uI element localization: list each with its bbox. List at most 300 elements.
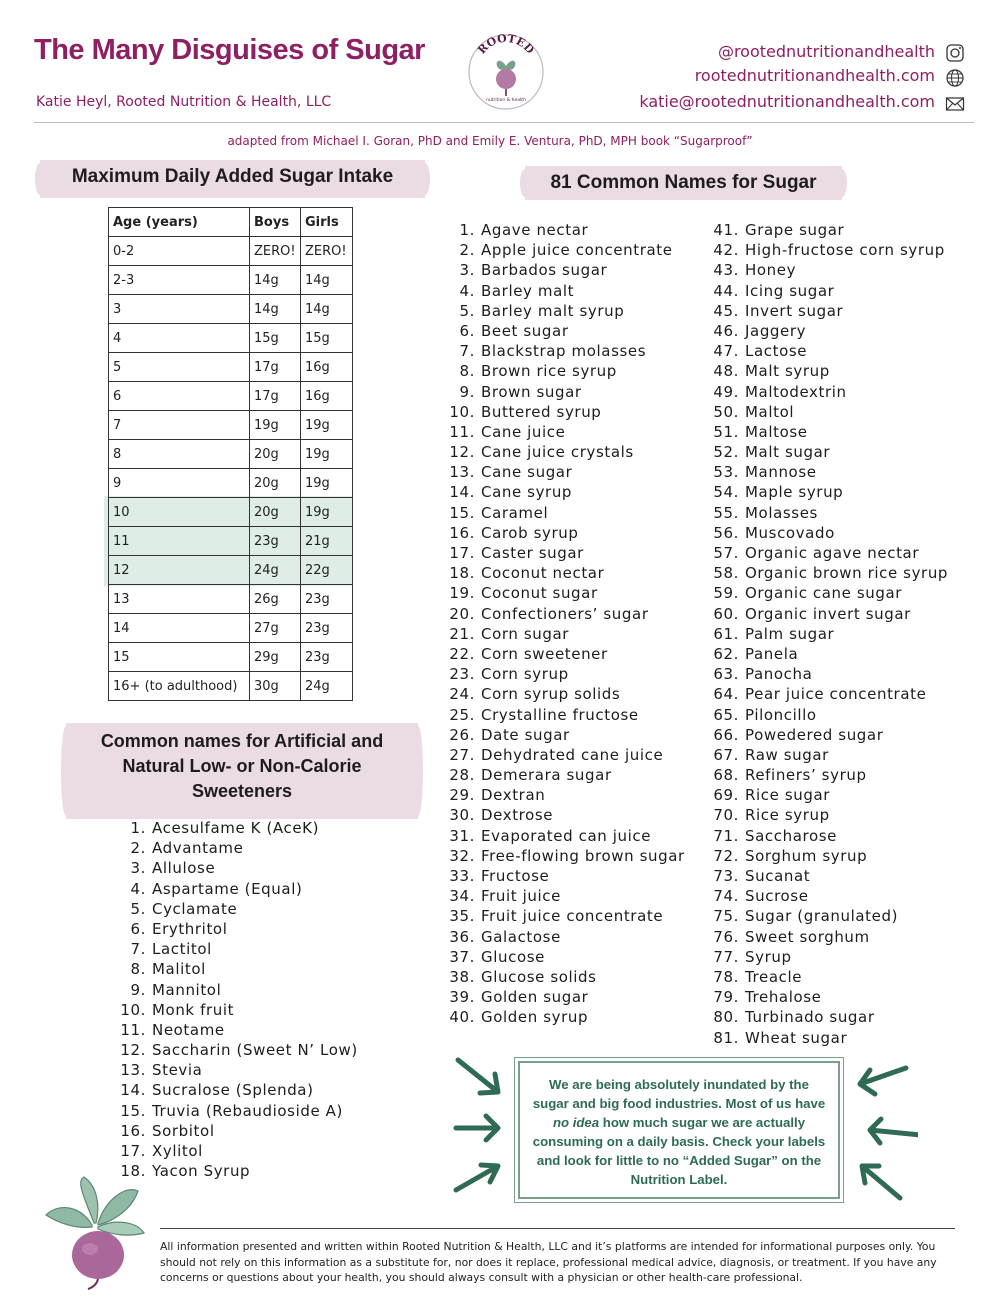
list-number: 50. bbox=[713, 402, 739, 421]
list-item bbox=[440, 624, 685, 644]
list-item bbox=[709, 805, 948, 825]
list-number: 9. bbox=[459, 382, 475, 401]
list-number: 1. bbox=[130, 819, 146, 837]
list-item bbox=[709, 866, 948, 886]
list-number: 22. bbox=[449, 644, 475, 663]
list-item bbox=[709, 1007, 948, 1027]
list-number: 80. bbox=[713, 1008, 739, 1027]
list-item-label: Allulose bbox=[152, 859, 216, 878]
logo-text: ROOTED bbox=[475, 33, 537, 57]
girls-cell: 19g bbox=[301, 411, 353, 440]
list-number: 57. bbox=[713, 544, 739, 562]
list-item-label: Turbinado sugar bbox=[745, 1008, 875, 1027]
list-number: 40. bbox=[449, 1008, 475, 1027]
list-item-label: Maltodextrin bbox=[745, 382, 847, 401]
list-item-label: Corn sweetener bbox=[481, 644, 608, 663]
list-number: 29. bbox=[449, 786, 475, 805]
age-cell: 16+ (to adulthood) bbox=[109, 672, 250, 701]
list-item-label: Dextran bbox=[481, 786, 546, 805]
list-number: 37. bbox=[449, 947, 475, 966]
age-cell: 11 bbox=[109, 527, 250, 556]
table-row bbox=[109, 237, 353, 266]
list-number: 5. bbox=[130, 899, 146, 918]
list-number: 66. bbox=[713, 725, 739, 744]
list-item bbox=[709, 846, 948, 866]
list-number: 6. bbox=[130, 919, 146, 938]
list-item bbox=[709, 947, 948, 967]
list-item-label: Sorghum syrup bbox=[745, 846, 868, 865]
sugars-list-col2 bbox=[709, 220, 948, 1048]
list-item bbox=[709, 543, 948, 563]
left-arrows bbox=[452, 1052, 512, 1202]
list-item-label: Organic invert sugar bbox=[745, 604, 911, 623]
list-number: 52. bbox=[713, 443, 739, 462]
mail-icon[interactable] bbox=[945, 94, 965, 114]
list-item bbox=[440, 563, 685, 583]
list-item-label: Corn syrup bbox=[481, 665, 569, 684]
sweeteners-heading-line: Natural Low- or Non-Calorie bbox=[122, 756, 362, 776]
list-item-label: Palm sugar bbox=[745, 624, 835, 643]
list-item-label: Saccharin (Sweet N’ Low) bbox=[152, 1041, 358, 1060]
list-item bbox=[112, 1101, 358, 1121]
list-item bbox=[709, 220, 948, 240]
list-item-label: Sucralose (Splenda) bbox=[152, 1081, 314, 1100]
note-text-start: We are being absolutely inundated by the sugar and big food industries. Most of us have bbox=[532, 1077, 826, 1111]
list-item-label: Maltol bbox=[745, 402, 795, 421]
list-item bbox=[709, 684, 948, 704]
age-cell: 10 bbox=[109, 498, 250, 527]
list-item-label: Caramel bbox=[481, 503, 549, 522]
list-item bbox=[440, 402, 685, 422]
list-item-label: Raw sugar bbox=[745, 745, 829, 764]
disclaimer: All information presented and written within Rooted Nutrition & Health, LLC and it’s platforms are intended for informational purposes only. You should not rely on this information as a substitute for, nor does it replace, professional medical advice, diagnosis, or treatment. If you have any concerns or questions about your health, you should always consult with a physician or other health-care professional. bbox=[160, 1240, 937, 1284]
list-number: 17. bbox=[120, 1142, 146, 1160]
header-divider bbox=[34, 122, 974, 123]
sugar-warning-note bbox=[518, 1061, 840, 1199]
list-item bbox=[112, 838, 358, 858]
boys-cell: 17g bbox=[250, 353, 301, 382]
list-item-label: Muscovado bbox=[745, 523, 835, 542]
instagram-icon[interactable] bbox=[945, 43, 965, 63]
list-item-label: Organic cane sugar bbox=[745, 584, 903, 603]
list-item bbox=[112, 980, 358, 1000]
list-item-label: Aspartame (Equal) bbox=[152, 879, 303, 898]
list-number: 42. bbox=[713, 241, 739, 260]
list-item bbox=[112, 1080, 358, 1100]
girls-cell: 22g bbox=[301, 556, 353, 585]
list-item bbox=[440, 503, 685, 523]
list-item-label: Agave nectar bbox=[481, 221, 589, 239]
list-number: 41. bbox=[713, 221, 739, 239]
list-number: 60. bbox=[713, 604, 739, 623]
intake-table bbox=[108, 207, 353, 701]
table-header-row bbox=[109, 208, 353, 237]
list-number: 44. bbox=[713, 281, 739, 300]
list-item bbox=[709, 705, 948, 725]
table-row bbox=[109, 672, 353, 701]
list-item bbox=[440, 543, 685, 563]
list-item-label: Powedered sugar bbox=[745, 725, 884, 744]
column-header: Age (years) bbox=[109, 208, 250, 237]
list-number: 14. bbox=[449, 483, 475, 502]
list-item-label: Stevia bbox=[152, 1061, 203, 1080]
sugars-list-col1 bbox=[440, 220, 685, 1028]
table-row bbox=[109, 643, 353, 672]
list-item-label: Panocha bbox=[745, 665, 813, 684]
list-item bbox=[709, 906, 948, 926]
list-item bbox=[709, 462, 948, 482]
table-row bbox=[109, 498, 353, 527]
list-item bbox=[709, 563, 948, 583]
age-cell: 3 bbox=[109, 295, 250, 324]
list-item bbox=[709, 826, 948, 846]
list-item-label: Invert sugar bbox=[745, 301, 844, 320]
list-item bbox=[112, 858, 358, 878]
list-number: 2. bbox=[459, 241, 475, 260]
list-number: 27. bbox=[449, 745, 475, 764]
list-item-label: Free-flowing brown sugar bbox=[481, 846, 685, 865]
list-item-label: Fruit juice concentrate bbox=[481, 907, 664, 926]
list-number: 25. bbox=[449, 705, 475, 724]
author-subtitle: Katie Heyl, Rooted Nutrition & Health, LLC bbox=[36, 94, 332, 110]
list-item-label: Barley malt bbox=[481, 281, 575, 300]
list-number: 47. bbox=[713, 342, 739, 361]
boys-cell: 19g bbox=[250, 411, 301, 440]
right-arrows bbox=[848, 1052, 918, 1202]
list-number: 65. bbox=[713, 705, 739, 724]
list-item bbox=[440, 341, 685, 361]
list-item-label: Wheat sugar bbox=[745, 1028, 848, 1047]
list-number: 36. bbox=[449, 927, 475, 946]
list-number: 26. bbox=[449, 725, 475, 744]
list-item bbox=[709, 745, 948, 765]
list-item bbox=[440, 260, 685, 280]
list-item bbox=[440, 805, 685, 825]
list-item-label: Evaporated can juice bbox=[481, 826, 652, 845]
list-item-label: Organic brown rice syrup bbox=[745, 564, 949, 583]
boys-cell: ZERO! bbox=[250, 237, 301, 266]
list-number: 62. bbox=[713, 644, 739, 663]
list-item bbox=[440, 462, 685, 482]
arrow-icon bbox=[860, 1068, 906, 1094]
boys-cell: 20g bbox=[250, 498, 301, 527]
list-number: 75. bbox=[713, 907, 739, 926]
list-item-label: Cane juice crystals bbox=[481, 443, 634, 462]
globe-icon[interactable] bbox=[945, 68, 965, 88]
list-item bbox=[709, 382, 948, 402]
table-row bbox=[109, 614, 353, 643]
girls-cell: 14g bbox=[301, 295, 353, 324]
list-item-label: Golden sugar bbox=[481, 988, 589, 1007]
list-item-label: Beet sugar bbox=[481, 321, 569, 340]
list-item bbox=[440, 705, 685, 725]
list-number: 79. bbox=[713, 988, 739, 1007]
list-number: 30. bbox=[449, 806, 475, 825]
list-item-label: Sweet sorghum bbox=[745, 927, 870, 946]
list-item bbox=[709, 503, 948, 523]
list-item-label: Trehalose bbox=[745, 988, 822, 1007]
list-number: 51. bbox=[713, 422, 739, 441]
list-number: 11. bbox=[120, 1020, 146, 1039]
list-item bbox=[709, 886, 948, 906]
list-item bbox=[709, 341, 948, 361]
table-row bbox=[109, 411, 353, 440]
list-item-label: Neotame bbox=[152, 1020, 225, 1039]
list-item bbox=[440, 927, 685, 947]
list-item-label: Galactose bbox=[481, 927, 561, 946]
list-item bbox=[709, 301, 948, 321]
table-row bbox=[109, 527, 353, 556]
arrow-icon bbox=[862, 1166, 900, 1198]
list-item bbox=[440, 684, 685, 704]
boys-cell: 14g bbox=[250, 266, 301, 295]
list-item-label: Erythritol bbox=[152, 919, 228, 938]
list-item-label: Organic agave nectar bbox=[745, 544, 920, 562]
list-item-label: Monk fruit bbox=[152, 1000, 235, 1019]
list-item bbox=[112, 899, 358, 919]
arrow-icon bbox=[456, 1116, 498, 1140]
list-number: 18. bbox=[120, 1162, 146, 1181]
list-item bbox=[709, 583, 948, 603]
list-item-label: Brown rice syrup bbox=[481, 362, 617, 381]
list-item bbox=[709, 967, 948, 987]
list-item bbox=[440, 745, 685, 765]
list-number: 14. bbox=[120, 1081, 146, 1100]
list-number: 34. bbox=[449, 887, 475, 906]
list-item-label: Mannitol bbox=[152, 980, 222, 999]
age-cell: 12 bbox=[109, 556, 250, 585]
list-item bbox=[709, 361, 948, 381]
list-item-label: Date sugar bbox=[481, 725, 570, 744]
list-number: 7. bbox=[130, 940, 146, 959]
list-number: 15. bbox=[449, 503, 475, 522]
list-item bbox=[709, 987, 948, 1007]
list-item-label: Cane syrup bbox=[481, 483, 573, 502]
list-number: 28. bbox=[449, 766, 475, 785]
list-item-label: Apple juice concentrate bbox=[481, 241, 673, 260]
list-item-label: Syrup bbox=[745, 947, 792, 966]
list-item-label: Yacon Syrup bbox=[152, 1162, 251, 1181]
list-item-label: Brown sugar bbox=[481, 382, 582, 401]
list-number: 16. bbox=[449, 523, 475, 542]
list-number: 73. bbox=[713, 867, 739, 885]
list-number: 61. bbox=[713, 624, 739, 643]
list-number: 18. bbox=[449, 564, 475, 583]
list-item bbox=[709, 725, 948, 745]
list-item-label: Jaggery bbox=[745, 321, 807, 340]
list-number: 58. bbox=[713, 564, 739, 583]
list-item bbox=[440, 826, 685, 846]
table-row bbox=[109, 353, 353, 382]
arrow-icon bbox=[458, 1060, 498, 1093]
list-number: 78. bbox=[713, 967, 739, 986]
list-item-label: Barley malt syrup bbox=[481, 301, 625, 320]
list-item bbox=[112, 939, 358, 959]
list-item bbox=[440, 361, 685, 381]
logo-subtext: nutrition & health bbox=[486, 98, 526, 103]
age-cell: 5 bbox=[109, 353, 250, 382]
list-item-label: Dextrose bbox=[481, 806, 554, 825]
girls-cell: 23g bbox=[301, 614, 353, 643]
list-number: 56. bbox=[713, 523, 739, 542]
list-item bbox=[440, 866, 685, 886]
list-item bbox=[440, 583, 685, 603]
instagram-handle[interactable]: @rootednutritionandhealth bbox=[717, 42, 935, 61]
list-number: 81. bbox=[713, 1028, 739, 1047]
list-item bbox=[440, 281, 685, 301]
list-item-label: Sorbitol bbox=[152, 1121, 215, 1140]
list-item bbox=[709, 644, 948, 664]
list-item bbox=[709, 281, 948, 301]
list-number: 5. bbox=[459, 301, 475, 320]
list-number: 69. bbox=[713, 786, 739, 805]
list-item-label: Icing sugar bbox=[745, 281, 835, 300]
list-item-label: Treacle bbox=[745, 967, 803, 986]
girls-cell: 19g bbox=[301, 440, 353, 469]
list-number: 67. bbox=[713, 745, 739, 764]
list-item-label: Xylitol bbox=[152, 1142, 203, 1160]
list-item-label: Lactitol bbox=[152, 940, 212, 959]
list-item-label: Crystalline fructose bbox=[481, 705, 639, 724]
list-item bbox=[440, 644, 685, 664]
boys-cell: 23g bbox=[250, 527, 301, 556]
list-number: 72. bbox=[713, 846, 739, 865]
list-item-label: Sucrose bbox=[745, 887, 809, 906]
age-cell: 7 bbox=[109, 411, 250, 440]
list-item-label: Demerara sugar bbox=[481, 766, 612, 785]
list-number: 49. bbox=[713, 382, 739, 401]
list-item bbox=[440, 382, 685, 402]
table-row bbox=[109, 295, 353, 324]
list-item bbox=[112, 818, 358, 838]
list-number: 21. bbox=[449, 624, 475, 643]
list-number: 2. bbox=[130, 839, 146, 858]
list-number: 17. bbox=[449, 544, 475, 562]
list-number: 33. bbox=[449, 867, 475, 885]
list-item-label: Truvia (Rebaudioside A) bbox=[152, 1101, 343, 1120]
list-item bbox=[112, 879, 358, 899]
girls-cell: 19g bbox=[301, 469, 353, 498]
list-number: 19. bbox=[449, 584, 475, 603]
age-cell: 15 bbox=[109, 643, 250, 672]
list-number: 35. bbox=[449, 907, 475, 926]
list-item bbox=[709, 240, 948, 260]
list-item-label: Advantame bbox=[152, 839, 244, 858]
list-item-label: Refiners’ syrup bbox=[745, 766, 867, 785]
list-item bbox=[709, 442, 948, 462]
list-item-label: Golden syrup bbox=[481, 1008, 589, 1027]
note-emphasis: no idea bbox=[552, 1115, 600, 1130]
list-item-label: Confectioners’ sugar bbox=[481, 604, 649, 623]
table-row bbox=[109, 556, 353, 585]
sweeteners-list bbox=[112, 818, 358, 1181]
list-number: 13. bbox=[120, 1061, 146, 1080]
intake-heading: Maximum Daily Added Sugar Intake bbox=[71, 166, 394, 187]
age-cell: 8 bbox=[109, 440, 250, 469]
list-item bbox=[112, 919, 358, 939]
beet-illustration bbox=[40, 1175, 150, 1290]
boys-cell: 15g bbox=[250, 324, 301, 353]
list-item bbox=[440, 947, 685, 967]
list-item bbox=[440, 1007, 685, 1027]
list-item-label: Barbados sugar bbox=[481, 261, 608, 280]
list-item-label: Caster sugar bbox=[481, 544, 584, 562]
list-item bbox=[709, 402, 948, 422]
list-number: 1. bbox=[459, 221, 475, 239]
list-item-label: Sugar (granulated) bbox=[745, 907, 899, 926]
list-item bbox=[709, 260, 948, 280]
list-item-label: Grape sugar bbox=[745, 221, 845, 239]
list-number: 43. bbox=[713, 261, 739, 280]
list-number: 6. bbox=[459, 321, 475, 340]
list-item bbox=[709, 765, 948, 785]
list-number: 32. bbox=[449, 846, 475, 865]
list-item bbox=[709, 785, 948, 805]
girls-cell: 23g bbox=[301, 643, 353, 672]
list-number: 74. bbox=[713, 887, 739, 906]
list-item bbox=[440, 967, 685, 987]
list-number: 12. bbox=[120, 1041, 146, 1060]
list-number: 4. bbox=[459, 281, 475, 300]
list-item-label: Corn syrup solids bbox=[481, 685, 621, 704]
list-item-label: Coconut nectar bbox=[481, 564, 605, 583]
list-item-label: Glucose bbox=[481, 947, 545, 966]
website-link[interactable]: rootednutritionandhealth.com bbox=[694, 66, 935, 85]
list-number: 3. bbox=[130, 859, 146, 878]
list-number: 8. bbox=[459, 362, 475, 381]
list-number: 39. bbox=[449, 988, 475, 1007]
table-row bbox=[109, 382, 353, 411]
list-item bbox=[440, 664, 685, 684]
list-item bbox=[440, 422, 685, 442]
table-row bbox=[109, 469, 353, 498]
list-number: 31. bbox=[449, 826, 475, 845]
email-link[interactable]: katie@rootednutritionandhealth.com bbox=[639, 92, 935, 111]
list-number: 3. bbox=[459, 261, 475, 280]
table-row bbox=[109, 440, 353, 469]
column-header: Boys bbox=[250, 208, 301, 237]
note-text-end: how much sugar we are actually consuming on a daily basis. Check your labels and look for little to no “Added Sugar” on the Nutrition Label. bbox=[532, 1115, 826, 1187]
arrow-icon bbox=[456, 1165, 498, 1190]
list-item-label: Maple syrup bbox=[745, 483, 844, 502]
arrow-icon bbox=[870, 1119, 918, 1143]
age-cell: 4 bbox=[109, 324, 250, 353]
list-number: 59. bbox=[713, 584, 739, 603]
list-number: 11. bbox=[449, 422, 475, 441]
list-item bbox=[112, 1060, 358, 1080]
sweeteners-heading bbox=[66, 729, 418, 804]
list-number: 13. bbox=[449, 463, 475, 482]
list-item bbox=[440, 906, 685, 926]
list-item bbox=[709, 624, 948, 644]
boys-cell: 17g bbox=[250, 382, 301, 411]
list-item bbox=[440, 886, 685, 906]
list-item bbox=[440, 846, 685, 866]
list-item bbox=[440, 301, 685, 321]
table-row bbox=[109, 266, 353, 295]
age-cell: 14 bbox=[109, 614, 250, 643]
list-number: 55. bbox=[713, 503, 739, 522]
list-item bbox=[112, 959, 358, 979]
table-row bbox=[109, 585, 353, 614]
age-cell: 13 bbox=[109, 585, 250, 614]
list-item-label: Coconut sugar bbox=[481, 584, 598, 603]
list-item-label: Acesulfame K (AceK) bbox=[152, 819, 320, 837]
age-cell: 6 bbox=[109, 382, 250, 411]
list-item-label: Glucose solids bbox=[481, 967, 597, 986]
list-item-label: Panela bbox=[745, 644, 799, 663]
list-item-label: Lactose bbox=[745, 342, 808, 361]
